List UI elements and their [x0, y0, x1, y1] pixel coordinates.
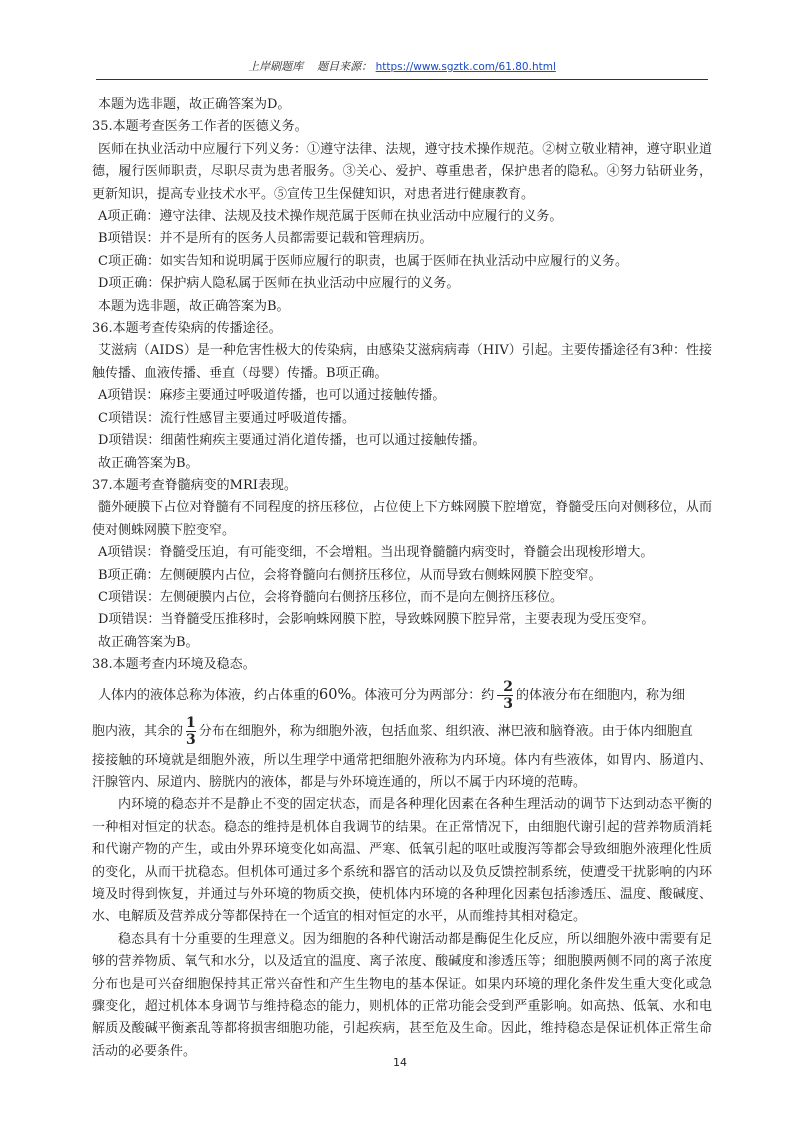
fraction-text: 。体液可分为两部分：约 — [351, 687, 495, 703]
option-analysis: C项正确：如实告知和说明属于医师应履行的职责，也属于医师在执业活动中应履行的义务。 — [98, 253, 628, 269]
page-number: 14 — [393, 1056, 407, 1069]
option-analysis: B项正确：左侧硬膜内占位，会将脊髓向右侧挤压移位，从而导致右侧蛛网膜下腔变窄。 — [98, 567, 602, 583]
fraction-text: 胞内液，其余的 — [92, 723, 184, 739]
answer-line: 本题为选非题，故正确答案为B。 — [98, 298, 290, 314]
fraction-denominator: 3 — [503, 695, 514, 712]
header-site-name: 上岸刷题库 — [248, 60, 304, 73]
question-heading: 38.本题考查内环境及稳态。 — [92, 657, 256, 673]
answer-line: 本题为选非题，故正确答案为D。 — [98, 97, 291, 112]
page-header — [96, 58, 708, 80]
fraction-two-thirds — [497, 680, 513, 711]
percent-value: 60% — [319, 686, 352, 703]
fraction-numerator: 2 — [503, 678, 514, 695]
option-analysis: D项错误：细菌性痢疾主要通过消化道传播，也可以通过接触传播。 — [98, 433, 486, 449]
fraction-text: 的体液分布在细胞内，称为细 — [516, 687, 686, 703]
option-analysis: B项错误：并不是所有的医务人员都需要记载和管理病历。 — [98, 231, 433, 247]
question-heading: 37.本题考查脊髓病变的MRI表现。 — [92, 477, 297, 493]
fraction-paragraph-rest: 接接触的环境就是细胞外液，所以生理学中通常把细胞外液称为内环境。体内有些液体，如胃内、肠道内、汗腺管内、尿道内、膀胱内的液体，都是与外环境连通的，所以不属于内环境的范畴。 — [92, 752, 712, 790]
explanation-paragraph: 医师在执业活动中应履行下列义务：①遵守法律、法规，遵守技术操作规范。②树立敬业精神，遵守职业道德，履行医师职责，尽职尽责为患者服务。③关心、爱护、尊重患者，保护患者的隐私。④努力钻研业务，更新知识，提高专业技术水平。⑤宣传卫生保健知识，对患者进行健康教育。 — [92, 141, 712, 202]
option-analysis: C项错误：左侧硬膜内占位，会将脊髓向右侧挤压移位，而不是向左侧挤压移位。 — [98, 589, 563, 605]
fraction-paragraph-line-1 — [92, 677, 712, 714]
header-source-link[interactable]: https://www.sgztk.com/61.80.html — [375, 61, 556, 73]
answer-line: 故正确答案为B。 — [98, 455, 199, 471]
explanation-paragraph: 内环境的稳态并不是静止不变的固定状态，而是各种理化因素在各种生理活动的调节下达到动态平衡的一种相对恒定的状态。稳态的维持是机体自我调节的结果。在正常情况下，由细胞代谢引起的营养物质消耗和代谢产物的产生，或由外界环境变化如高温、严寒、低氧引起的呕吐或腹泻等都会导致细胞外液理化性质的变化，从而干扰稳态。但机体可通过多个系统和器官的活动以及负反馈控制系统，使遭受干扰影响的内环境及时得到恢复，并通过与外环境的物质交换，使机体内环境的各种理化因素包括渗透压、温度、酸碱度、水、电解质及营养成分等都保持在一个适宜的相对恒定的水平，从而维持其相对稳定。 — [92, 797, 712, 925]
option-analysis: A项错误：脊髓受压迫，有可能变细，不会增粗。当出现脊髓髓内病变时，脊髓会出现梭形增大。 — [98, 545, 654, 561]
fraction-numerator: 1 — [186, 714, 196, 731]
fraction-one-third — [186, 716, 196, 747]
fraction-denominator: 3 — [186, 731, 196, 748]
option-analysis: D项错误：当脊髓受压推移时，会影响蛛网膜下腔，导致蛛网膜下腔异常，主要表现为受压变窄。 — [98, 612, 655, 628]
fraction-paragraph-line-2 — [92, 714, 712, 750]
explanation-paragraph: 稳态具有十分重要的生理意义。因为细胞的各种代谢活动都是酶促生化反应，所以细胞外液中需要有足够的营养物质、氧气和水分，以及适宜的温度、离子浓度、酸碱度和渗透压等；细胞膜两侧不同的离子浓度分布也是可兴奋细胞保持其正常兴奋性和产生生物电的基本保证。如果内环境的理化条件发生重大变化或急骤变化，超过机体本身调节与维持稳态的能力，则机体的正常功能会受到严重影响。如高热、低氧、水和电解质及酸碱平衡紊乱等都将损害细胞功能，引起疾病，甚至危及生命。因此，维持稳态是保证机体正常生命活动的必要条件。 — [92, 931, 712, 1059]
fraction-text: 人体内的液体总称为体液，约占体重的 — [98, 687, 320, 703]
question-heading: 35.本题考查医务工作者的医德义务。 — [92, 119, 308, 135]
question-heading: 36.本题考查传染病的传播途径。 — [92, 321, 282, 337]
explanation-paragraph: 艾滋病（AIDS）是一种危害性极大的传染病，由感染艾滋病病毒（HIV）引起。主要传播途径有3种：性接触传播、血液传播、垂直（母婴）传播。B项正确。 — [92, 343, 712, 381]
explanation-paragraph: 髓外硬膜下占位对脊髓有不同程度的挤压移位，占位使上下方蛛网膜下腔增宽，脊髓受压向对侧移位，从而使对侧蛛网膜下腔变窄。 — [92, 500, 712, 538]
option-analysis: D项正确：保护病人隐私属于医师在执业活动中应履行的义务。 — [98, 276, 460, 292]
fraction-text: 分布在细胞外，称为细胞外液，包括血浆、组织液、淋巴液和脑脊液。由于体内细胞直 — [198, 723, 693, 739]
option-analysis: C项错误：流行性感冒主要通过呼吸道传播。 — [98, 410, 355, 426]
option-analysis: A项错误：麻疹主要通过呼吸道传播，也可以通过接触传播。 — [98, 388, 446, 404]
answer-line: 故正确答案为B。 — [98, 634, 199, 650]
option-analysis: A项正确：遵守法律、法规及技术操作规范属于医师在执业活动中应履行的义务。 — [98, 209, 563, 225]
header-source-label: 题目来源： — [317, 60, 373, 73]
document-body — [92, 94, 712, 1063]
